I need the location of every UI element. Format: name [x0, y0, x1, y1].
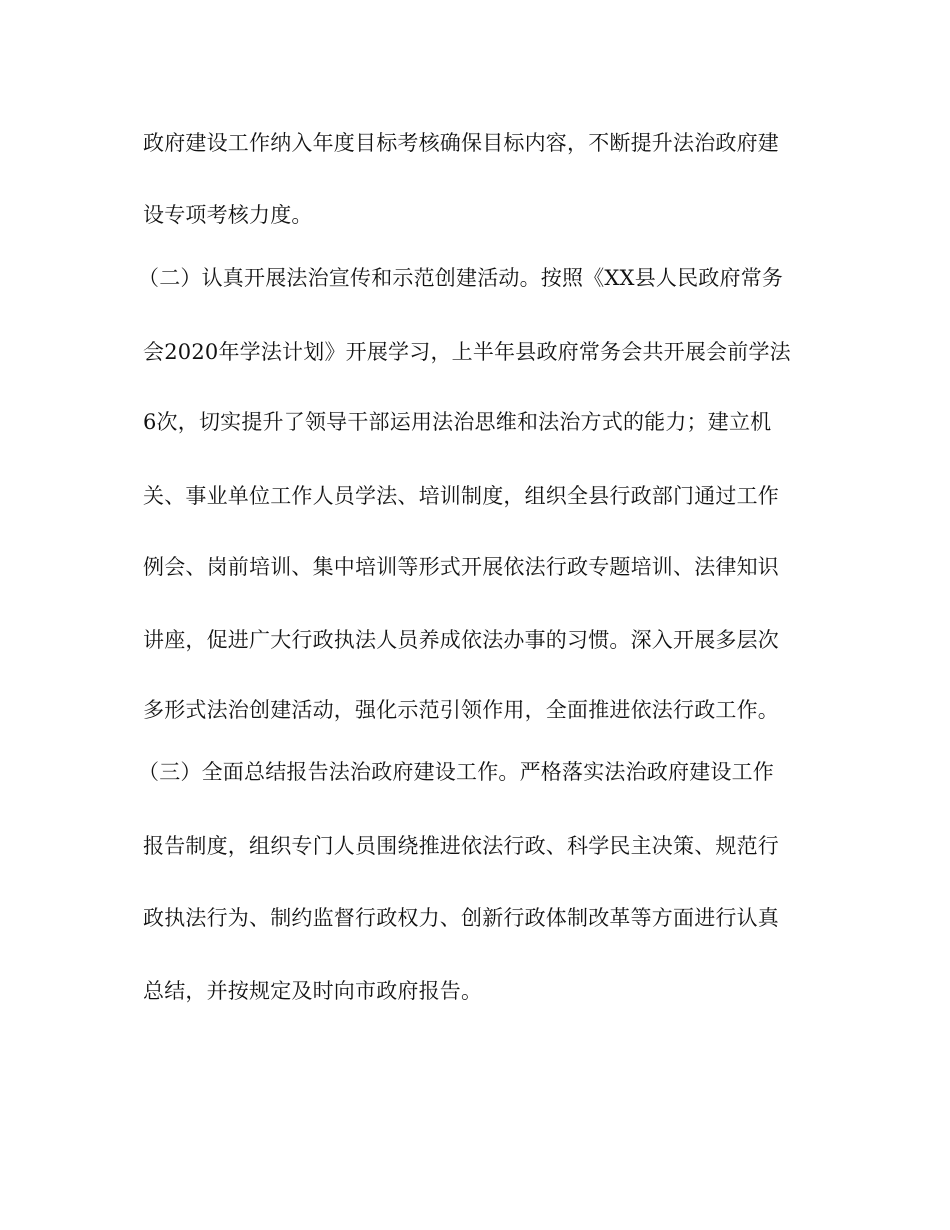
section-heading-2: （二）认真开展法治宣传和示范创建活动。按照《XX县人民政府常务 [138, 266, 784, 290]
text-line: 例会、岗前培训、集中培训等形式开展依法行政专题培训、法律知识 [143, 555, 779, 579]
section-heading-3: （三）全面总结报告法治政府建设工作。严格落实法治政府建设工作 [138, 760, 774, 784]
text-line: 政府建设工作纳入年度目标考核确保目标内容，不断提升法治政府建 [143, 131, 779, 155]
text-line: 设专项考核力度。 [143, 203, 313, 227]
text-line: 总结，并按规定及时向市政府报告。 [143, 979, 483, 1003]
text-line: 报告制度，组织专门人员围绕推进依法行政、科学民主决策、规范行 [143, 834, 779, 858]
text-line: 政执法行为、制约监督行政权力、创新行政体制改革等方面进行认真 [143, 906, 779, 930]
text-line: 会2020年学法计划》开展学习，上半年县政府常务会共开展会前学法 [143, 340, 791, 364]
text-line: 6次，切实提升了领导干部运用法治思维和法治方式的能力；建立机 [143, 410, 772, 434]
text-line: 多形式法治创建活动，强化示范引领作用，全面推进依法行政工作。 [143, 698, 779, 722]
text-line: 讲座，促进广大行政执法人员养成依法办事的习惯。深入开展多层次 [143, 628, 779, 652]
text-line: 关、事业单位工作人员学法、培训制度，组织全县行政部门通过工作 [143, 484, 779, 508]
